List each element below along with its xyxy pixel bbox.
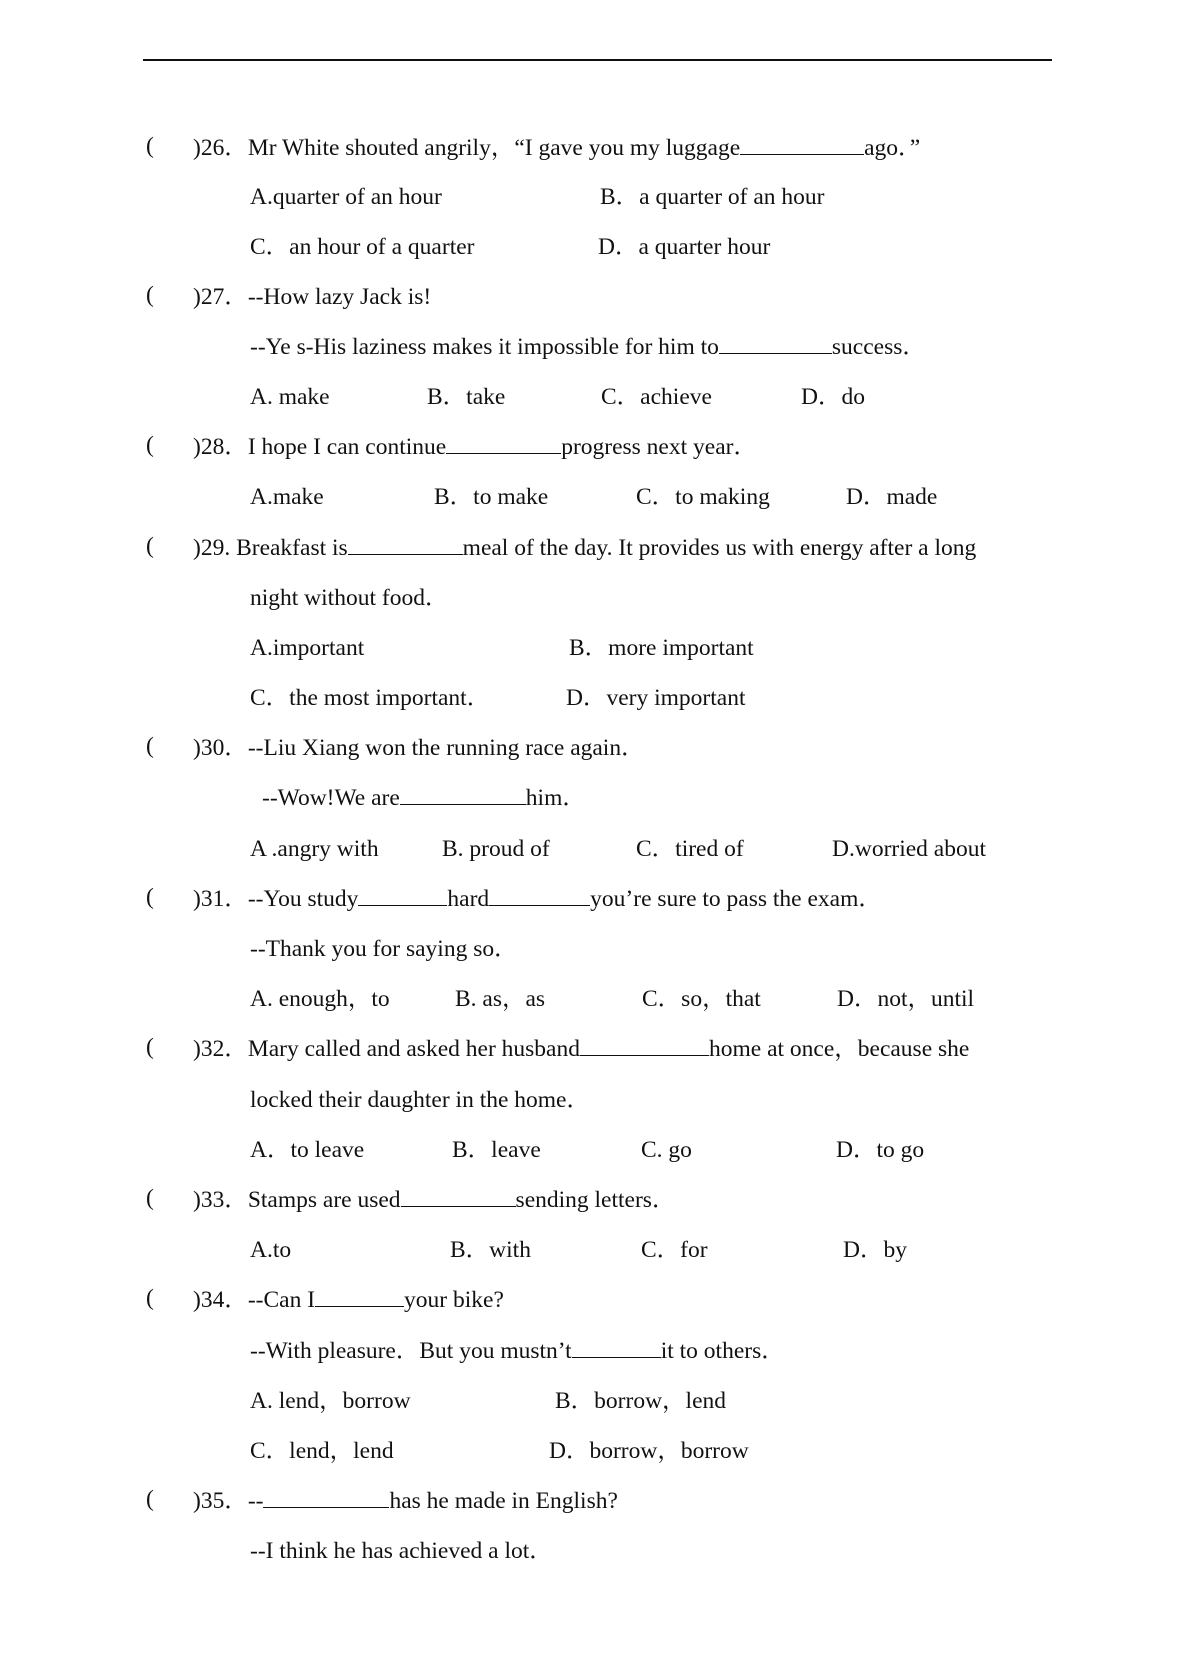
option-a: A．to leave <box>250 1137 365 1163</box>
question-text: )28．I hope I can continue <box>193 434 447 460</box>
question-35 <box>193 1486 618 1516</box>
answer-blank[interactable] <box>572 1337 661 1358</box>
option-c: C．achieve <box>601 384 712 410</box>
question-text: you’re sure to pass the exam． <box>590 886 882 912</box>
answer-blank[interactable] <box>489 885 590 906</box>
question-text: home at once，because she <box>708 1036 970 1062</box>
option-d: D．a quarter hour <box>598 234 771 260</box>
option-a: A.make <box>250 484 324 510</box>
answer-blank[interactable] <box>446 433 561 454</box>
question-text: )26．Mr White shouted angrily，“I gave you my luggage <box>193 135 741 161</box>
answer-paren[interactable]: ( <box>146 1285 154 1311</box>
answer-paren[interactable]: ( <box>146 133 154 159</box>
answer-blank[interactable] <box>401 1186 516 1207</box>
question-27-line-2 <box>250 332 926 362</box>
question-text: sending letters． <box>515 1187 676 1213</box>
option-b: B. proud of <box>442 836 550 862</box>
question-text: --With pleasure．But you mustn’t <box>250 1338 572 1364</box>
option-d: D．borrow，borrow <box>549 1438 749 1464</box>
option-c: C．for <box>641 1237 708 1263</box>
answer-blank[interactable] <box>580 1035 709 1056</box>
question-text: progress next year． <box>561 434 757 460</box>
option-a: A.important <box>250 635 365 661</box>
question-text: --Ye s-His laziness makes it impossible for him to <box>250 334 719 360</box>
question-31-line-2: --Thank you for saying so． <box>250 936 518 962</box>
option-c: C．an hour of a quarter <box>250 234 475 260</box>
question-text: has he made in English? <box>389 1488 618 1514</box>
question-text: --Wow!We are <box>262 785 400 811</box>
question-30: )30．--Liu Xiang won the running race again． <box>193 735 645 761</box>
option-c: C．to making <box>636 484 770 510</box>
question-text: ago．” <box>864 135 921 161</box>
option-b: B．with <box>450 1237 531 1263</box>
question-32 <box>193 1034 969 1064</box>
question-32-line-2: locked their daughter in the home． <box>250 1087 590 1113</box>
answer-blank[interactable] <box>315 1286 404 1307</box>
option-d: D.worried about <box>832 836 987 862</box>
question-text: hard <box>447 886 490 912</box>
header-rule <box>143 59 1052 61</box>
option-a: A.to <box>250 1237 292 1263</box>
option-d: D．not，until <box>837 986 975 1012</box>
option-a: A. lend，borrow <box>250 1388 411 1414</box>
question-33 <box>193 1185 675 1215</box>
option-a: A. make <box>250 384 330 410</box>
question-text: )35．-- <box>193 1488 264 1514</box>
option-c: C．lend，lend <box>250 1438 394 1464</box>
question-29-line-2: night without food． <box>250 585 449 611</box>
option-d: D．do <box>801 384 865 410</box>
option-b: B．to make <box>434 484 549 510</box>
answer-paren[interactable]: ( <box>146 282 154 308</box>
question-text: your bike? <box>404 1287 504 1313</box>
question-30-line-2 <box>262 783 586 813</box>
question-35-line-2: --I think he has achieved a lot． <box>250 1538 553 1564</box>
question-34 <box>193 1285 504 1315</box>
option-b: B．take <box>427 384 506 410</box>
option-a: A .angry with <box>250 836 379 862</box>
question-text: )31．--You study <box>193 886 359 912</box>
question-text: it to others． <box>660 1338 785 1364</box>
option-b: B．a quarter of an hour <box>600 184 825 210</box>
option-a: A.quarter of an hour <box>250 184 442 210</box>
answer-paren[interactable]: ( <box>146 733 154 759</box>
answer-blank[interactable] <box>400 784 526 805</box>
question-text: )34．--Can I <box>193 1287 316 1313</box>
answer-paren[interactable]: ( <box>146 1486 154 1512</box>
answer-blank[interactable] <box>719 333 832 354</box>
option-b: B．leave <box>452 1137 541 1163</box>
option-c: C．the most important． <box>250 685 491 711</box>
question-text: meal of the day. It provides us with energy after a long <box>462 535 977 561</box>
option-c: C．tired of <box>636 836 744 862</box>
option-d: D．very important <box>566 685 746 711</box>
option-d: D．by <box>843 1237 907 1263</box>
question-text: )33．Stamps are used <box>193 1187 401 1213</box>
answer-paren[interactable]: ( <box>146 432 154 458</box>
option-b: B. as，as <box>455 986 546 1012</box>
answer-blank[interactable] <box>348 534 463 555</box>
answer-blank[interactable] <box>263 1487 389 1508</box>
question-26 <box>193 133 920 163</box>
question-text: success． <box>831 334 926 360</box>
option-d: D．made <box>846 484 938 510</box>
answer-paren[interactable]: ( <box>146 1185 154 1211</box>
question-text: )29. Breakfast is <box>193 535 348 561</box>
option-b: B．borrow，lend <box>555 1388 727 1414</box>
option-c: C．so，that <box>642 986 761 1012</box>
answer-blank[interactable] <box>740 134 864 155</box>
question-31 <box>193 884 882 914</box>
question-27: )27．--How lazy Jack is! <box>193 284 432 310</box>
option-b: B．more important <box>569 635 754 661</box>
answer-paren[interactable]: ( <box>146 533 154 559</box>
option-c: C. go <box>641 1137 692 1163</box>
question-text: him． <box>525 785 586 811</box>
answer-paren[interactable]: ( <box>146 1034 154 1060</box>
question-text: )32．Mary called and asked her husband <box>193 1036 580 1062</box>
option-d: D．to go <box>836 1137 925 1163</box>
answer-blank[interactable] <box>358 885 447 906</box>
question-29 <box>193 533 976 563</box>
answer-paren[interactable]: ( <box>146 884 154 910</box>
question-34-line-2 <box>250 1336 785 1366</box>
question-28 <box>193 432 757 462</box>
option-a: A. enough，to <box>250 986 390 1012</box>
